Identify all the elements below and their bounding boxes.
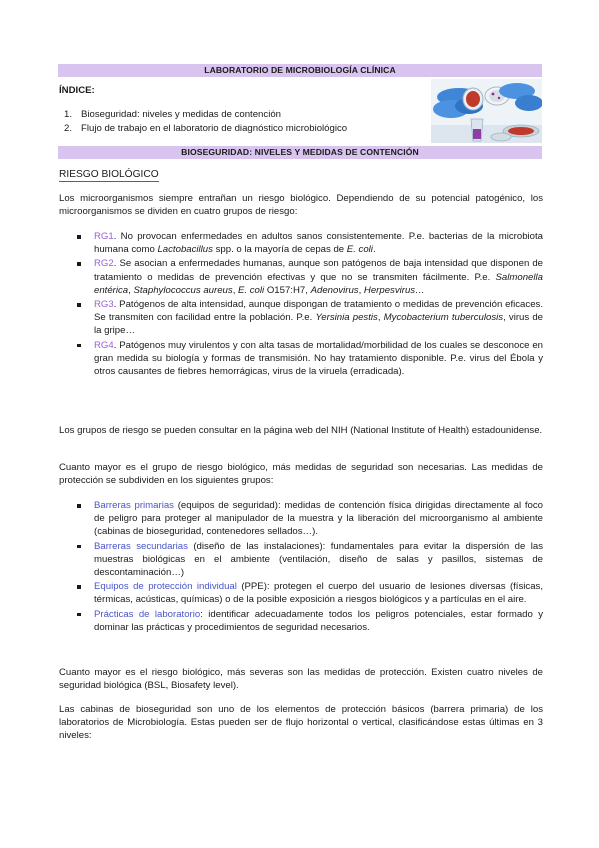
index-list bbox=[59, 108, 429, 136]
risk-group-code: RG3 bbox=[94, 299, 114, 311]
risk-group-code: RG1 bbox=[94, 231, 114, 242]
risk-group-list bbox=[59, 230, 543, 379]
bsl-paragraph: Cuanto mayor es el riesgo biológico, más severas son las medidas de protección. Existen cuatro niveles de seguridad biológica (BSL, Biosafety level). bbox=[59, 667, 543, 692]
nih-paragraph: Los grupos de riesgo se pueden consultar en la página web del NIH (National Institute of Health) estadounidense. bbox=[59, 425, 543, 436]
bullet-icon bbox=[77, 235, 81, 239]
section-bar-title: BIOSEGURIDAD: NIVELES Y MEDIDAS DE CONTENCIÓN bbox=[181, 147, 419, 157]
risk-group-code: RG2 bbox=[94, 258, 114, 270]
barrier-item: Barreras secundarias (diseño de las instalaciones): fundamentales para evitar la dispersión de las muestras biológicas en el ambiente (ventilación, diseño de salas y pasillos, sistemas de descontaminación…) bbox=[59, 540, 543, 580]
barrier-term: Prácticas de laboratorio bbox=[94, 608, 201, 620]
document-title: LABORATORIO DE MICROBIOLOGÍA CLÍNICA bbox=[204, 65, 396, 75]
bullet-icon bbox=[77, 303, 81, 307]
measures-paragraph: Cuanto mayor es el grupo de riesgo biológico, más medidas de seguridad son necesarias. Las medidas de protección se subdividen en los siguientes grupos: bbox=[59, 462, 543, 487]
cabinets-paragraph: Las cabinas de bioseguridad son uno de los elementos de protección básicos (barrera primaria) de los laboratorios de Microbiología. Estas pueden ser de flujo horizontal o vertical, clasificándose estas últimas en 3 niveles: bbox=[59, 704, 543, 742]
barrier-item: Barreras primarias (equipos de seguridad): medidas de contención física dirigidas directamente al foco de peligro para proteger al manipulador de la muestra y la liberación del microorganismo al ambiente (cabinas de bioseguridad, contenedores sellados…). bbox=[59, 499, 543, 539]
intro-paragraph: Los microorganismos siempre entrañan un riesgo biológico. Dependiendo de su potencial patogénico, los microorganismos se dividen en cuatro grupos de riesgo: bbox=[59, 193, 543, 218]
bullet-icon bbox=[77, 344, 81, 348]
barrier-item: Equipos de protección individual (PPE): protegen el cuerpo del usuario de lesiones diversas (físicas, térmicas, acústicas, químicas) o de la posible exposición a riesgos biológicos y a partículas en el aire. bbox=[59, 580, 543, 606]
barrier-item: Prácticas de laboratorio: identificar adecuadamente todos los peligros potenciales, estar formado y dominar las prácticas y procedimientos de seguridad necesarios. bbox=[59, 608, 543, 634]
header-bar bbox=[58, 64, 542, 77]
risk-group-item: RG4. Patógenos muy virulentos y con alta tasas de mortalidad/morbilidad de los cuales se desconoce en gran medida su biología y formas de transmisión. No hay tratamiento disponible. P.e. virus del Ébola y otros causantes de fiebres hemorrágicas, virus de la viruela (erradicada). bbox=[59, 339, 543, 379]
barrier-term: Barreras primarias bbox=[94, 500, 174, 511]
barriers-list bbox=[59, 499, 543, 635]
risk-group-code: RG4 bbox=[94, 339, 114, 351]
section-bar bbox=[58, 146, 542, 159]
bullet-icon bbox=[77, 613, 81, 617]
bullet-icon bbox=[77, 504, 81, 508]
bullet-icon bbox=[77, 585, 81, 589]
section-title: RIESGO BIOLÓGICO bbox=[59, 169, 159, 180]
index-item: 1. Bioseguridad: niveles y medidas de contención bbox=[64, 109, 281, 120]
barrier-term: Barreras secundarias bbox=[94, 540, 188, 552]
risk-group-item: RG1. No provocan enfermedades en adultos sanos consistentemente. P.e. bacterias de la microbiota humana como Lactobacillus spp. o la mayoría de cepas de E. coli. bbox=[59, 230, 543, 256]
index-item: 2. Flujo de trabajo en el laboratorio de diagnóstico microbiológico bbox=[64, 123, 348, 134]
risk-group-item: RG2. Se asocian a enfermedades humanas, aunque son patógenos de baja intensidad que disponen de tratamiento o medidas de prevención efectivas y que no se transmiten fácilmente. P.e. Salmonella entérica, Staphylococcus aureus, E. coli O157:H7, Adenovirus, Herpesvirus… bbox=[59, 257, 543, 297]
index-label: ÍNDICE: bbox=[59, 85, 95, 96]
bullet-icon bbox=[77, 262, 81, 266]
lab-gloves-petri-image bbox=[431, 79, 542, 143]
barrier-term: Equipos de protección individual bbox=[94, 581, 237, 593]
risk-group-item: RG3. Patógenos de alta intensidad, aunque dispongan de tratamiento o medidas de prevención eficaces. Se transmiten con facilidad entre la población. P.e. Yersinia pestis, Mycobacterium tuberculosis, virus de la gripe… bbox=[59, 298, 543, 338]
bullet-icon bbox=[77, 545, 81, 549]
